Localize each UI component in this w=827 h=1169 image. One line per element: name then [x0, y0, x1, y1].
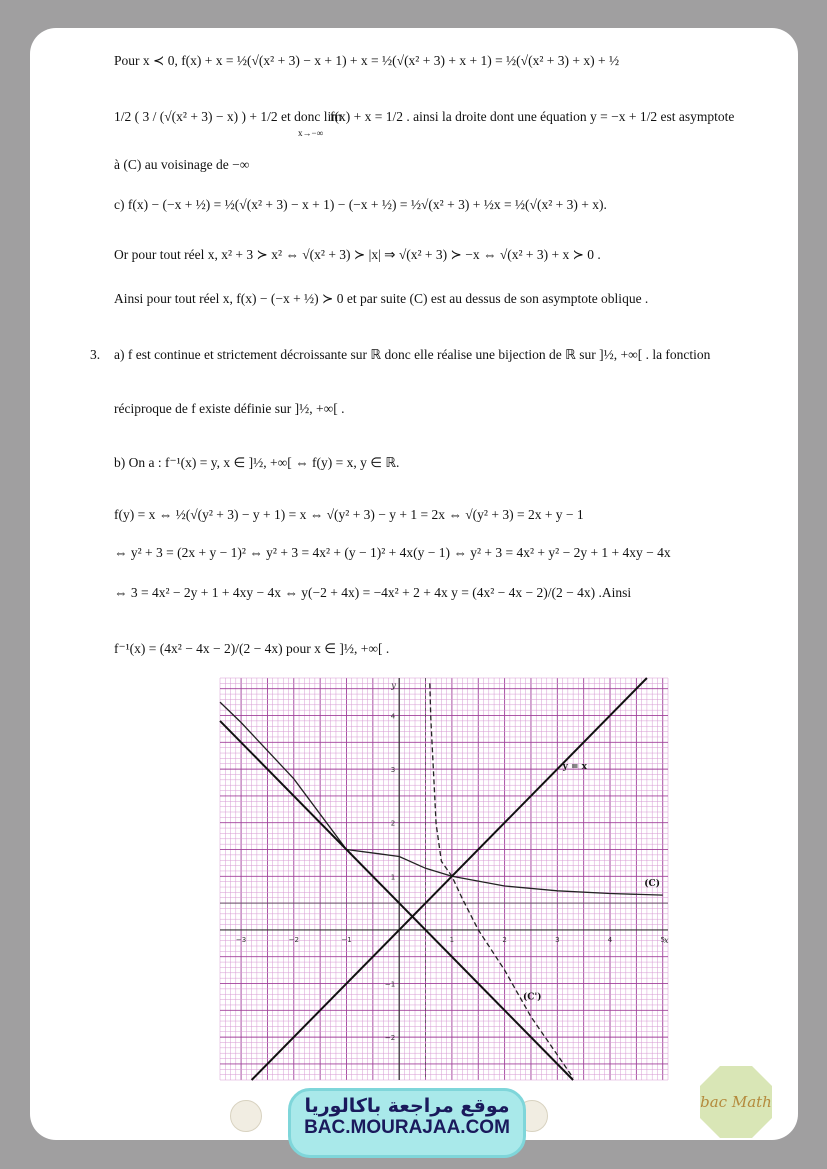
x-tick-label: 5: [660, 935, 665, 944]
text-line-9: b) On a : f⁻¹(x) = y, x ∈ ]½, +∞[ ⇔ f(y) = x, y ∈ ℝ.: [114, 455, 400, 470]
curve-label: (C'): [523, 992, 542, 1003]
text-line-8: réciproque de f existe définie sur ]½, +∞[ .: [114, 401, 345, 416]
x-tick-label: 3: [555, 935, 560, 944]
text-line-7: a) f est continue et strictement décroissante sur ℝ donc elle réalise une bijection de ℝ sur ]½, +∞[ . la fonction: [114, 347, 711, 362]
bac-math-logo-icon: [698, 1064, 774, 1140]
text-line-11: ⇔ y² + 3 = (2x + y − 1)² ⇔ y² + 3 = 4x² + (y − 1)² + 4x(y − 1) ⇔ y² + 3 = 4x² + y² − 2y + 1 + 4xy − 4x: [114, 545, 671, 560]
site-name-arabic: موقع مراجعة باكالوريا: [304, 1095, 510, 1117]
curve-label: y = x: [562, 762, 587, 773]
text-line-1: Pour x ≺ 0, f(x) + x = ½(√(x² + 3) − x + 1) + x = ½(√(x² + 3) + x + 1) = ½(√(x² + 3) + x) + ½: [114, 53, 620, 68]
text-line-6: Ainsi pour tout réel x, f(x) − (−x + ½) ≻ 0 et par suite (C) est au dessus de son asymptote oblique .: [114, 291, 649, 306]
site-badge[interactable]: [288, 1088, 526, 1158]
x-tick-label: −1: [341, 935, 352, 944]
text-line-10: f(y) = x ⇔ ½(√(y² + 3) − y + 1) = x ⇔ √(y² + 3) − y + 1 = 2x ⇔ √(y² + 3) = 2x + y − 1: [114, 507, 584, 522]
x-tick-label: −3: [235, 935, 247, 944]
x-tick-label: 2: [502, 935, 507, 944]
x-tick-label: 1: [449, 935, 455, 944]
text-line-2a: 1/2 ( 3 / (√(x² + 3) − x) ) + 1/2 et donc lim: [114, 109, 342, 124]
x-tick-label: 4: [607, 935, 613, 944]
text-line-5: Or pour tout réel x, x² + 3 ≻ x² ⇔ √(x² + 3) ≻ |x| ⇒ √(x² + 3) ≻ −x ⇔ √(x² + 3) + x ≻ 0 .: [114, 247, 601, 262]
function-graph: [220, 678, 668, 1080]
text-line-12: ⇔ 3 = 4x² − 2y + 1 + 4xy − 4x ⇔ y(−2 + 4x) = −4x² + 2 + 4x y = (4x² − 4x − 2)/(2 − 4x) .Ainsi: [114, 585, 632, 600]
y-tick-label: 4: [390, 712, 396, 721]
y-tick-label: −2: [384, 1034, 396, 1043]
curve-label: (C): [644, 878, 660, 889]
item-number-3: 3.: [90, 347, 101, 362]
text-line-2b: f(x) + x = 1/2 . ainsi la droite dont une équation y = −x + 1/2 est asymptote: [330, 109, 735, 124]
brand-text: bac Math: [700, 1093, 772, 1111]
x-axis-label: x: [664, 935, 669, 945]
limit-subscript: x→−∞: [298, 128, 323, 138]
y-tick-label: −1: [384, 980, 396, 989]
document-page: [30, 28, 798, 1140]
site-url[interactable]: BAC.MOURAJAA.COM: [304, 1117, 510, 1138]
y-axis-label: y: [391, 681, 396, 690]
text-line-13: f⁻¹(x) = (4x² − 4x − 2)/(2 − 4x) pour x ∈ ]½, +∞[ .: [114, 641, 390, 656]
left-logo-icon: [230, 1100, 262, 1132]
text-line-4: c) f(x) − (−x + ½) = ½(√(x² + 3) − x + 1) − (−x + ½) = ½√(x² + 3) + ½x = ½(√(x² + 3) + x).: [114, 197, 607, 212]
y-tick-label: 2: [390, 819, 396, 828]
graph-background: [220, 678, 668, 1080]
x-tick-label: −2: [288, 935, 299, 944]
y-tick-label: 3: [390, 766, 396, 775]
text-line-3: à (C) au voisinage de −∞: [114, 157, 250, 172]
y-tick-label: 1: [390, 873, 396, 882]
